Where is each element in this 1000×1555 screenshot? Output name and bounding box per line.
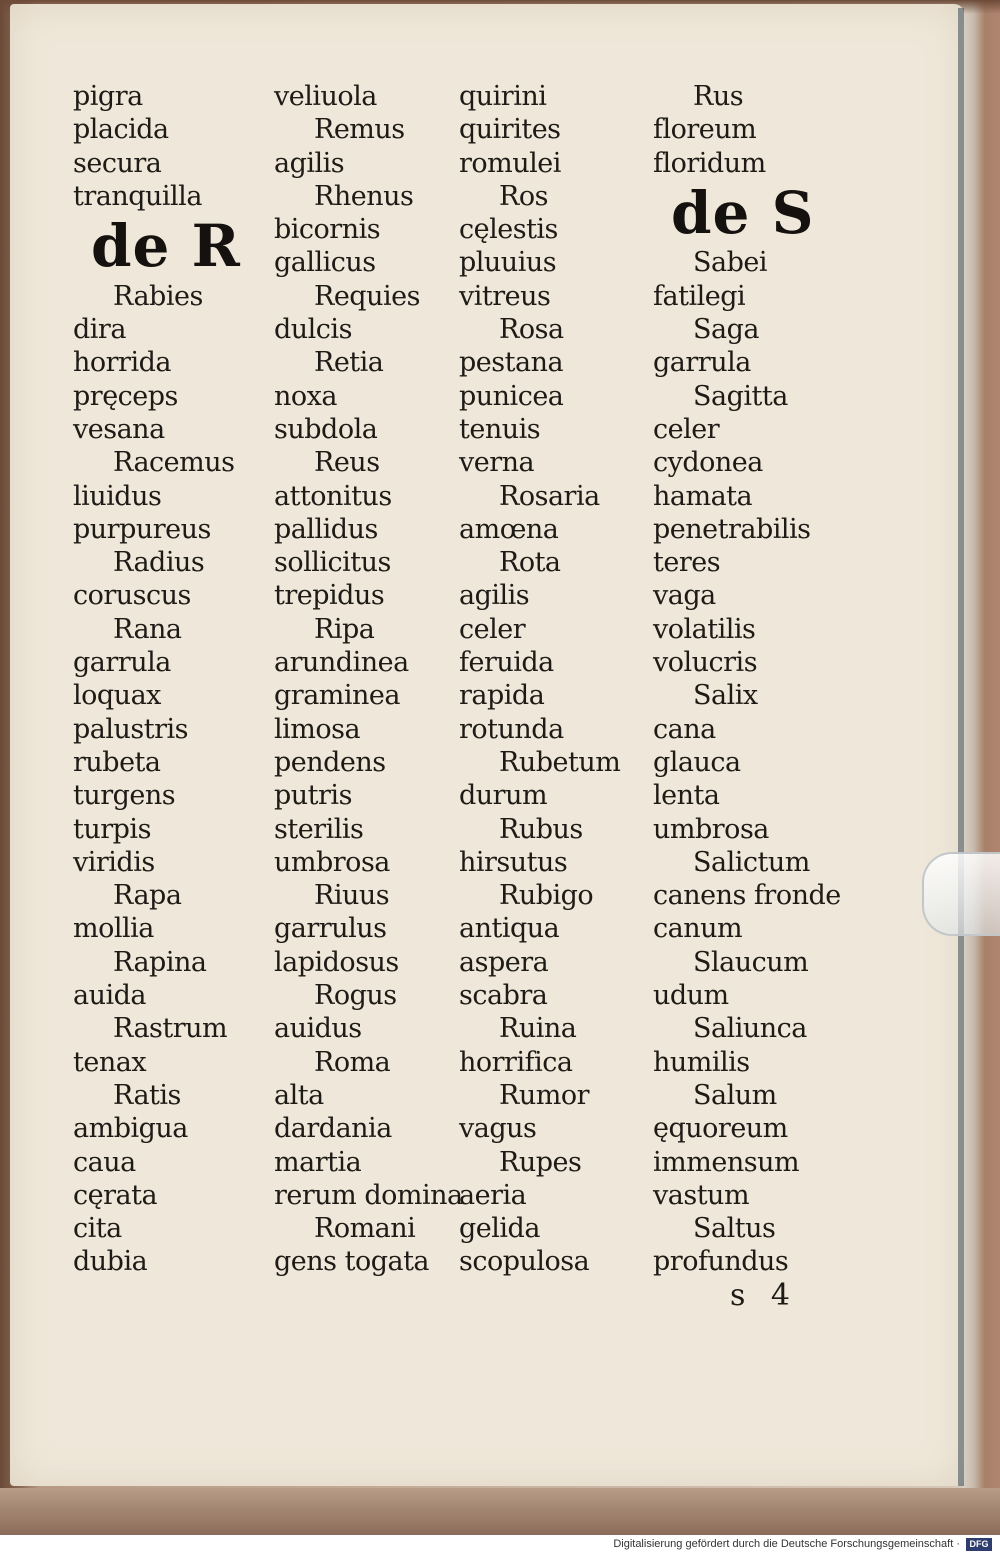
headword: Rus	[693, 81, 744, 112]
epithet-word: durum	[459, 780, 548, 812]
epithet-word: tenax	[73, 1046, 147, 1078]
headword: Sagitta	[693, 380, 788, 412]
epithet-word: alta	[274, 1079, 324, 1111]
epithet-word: gens togata	[274, 1246, 430, 1278]
headword: Saltus	[693, 1213, 776, 1245]
headword: Rubetum	[499, 746, 621, 778]
funding-credit: Digitalisierung gefördert durch die Deutsche Forschungsgemeinschaft ·	[613, 1538, 960, 1550]
epithet-word: subdola	[274, 413, 378, 445]
epithet-word: pigra	[73, 81, 143, 112]
headword: Salictum	[693, 846, 810, 878]
epithet-word: vastum	[653, 1179, 750, 1211]
headword: Roma	[314, 1046, 391, 1078]
epithet-word: canens fronde	[653, 880, 841, 912]
epithet-word: umbrosa	[653, 813, 769, 845]
epithet-word: sollicitus	[274, 547, 391, 579]
headword: Romani	[314, 1213, 416, 1245]
headword: Remus	[314, 114, 405, 146]
headword: Ratis	[113, 1079, 181, 1111]
headword: Rogus	[314, 980, 397, 1012]
epithet-word: floreum	[653, 114, 757, 146]
epithet-word: martia	[274, 1146, 362, 1178]
headword: Retia	[314, 347, 384, 379]
epithet-word: vagus	[459, 1113, 537, 1145]
epithet-word: udum	[653, 980, 729, 1012]
epithet-word: purpureus	[73, 513, 211, 545]
headword: Salix	[693, 680, 758, 712]
book-binding	[962, 0, 1000, 1535]
epithet-word: arundinea	[274, 647, 409, 679]
epithet-word: celer	[459, 613, 526, 645]
epithet-word: attonitus	[274, 480, 392, 512]
epithet-word: cęlestis	[459, 214, 558, 246]
epithet-word: horrida	[73, 347, 171, 379]
signature-mark: s 4	[730, 1278, 799, 1313]
word-column-2	[274, 80, 463, 1279]
epithet-word: tranquilla	[73, 180, 202, 212]
epithet-word: ęquoreum	[653, 1113, 788, 1145]
epithet-word: gelida	[459, 1213, 540, 1245]
epithet-word: ambigua	[73, 1113, 188, 1145]
epithet-word: immensum	[653, 1146, 800, 1178]
epithet-word: turpis	[73, 813, 151, 845]
epithet-word: agilis	[459, 580, 530, 612]
epithet-word: antiqua	[459, 913, 560, 945]
epithet-word: garrula	[73, 647, 171, 679]
epithet-word: palustris	[73, 713, 189, 745]
epithet-word: canum	[653, 913, 743, 945]
epithet-word: agilis	[274, 147, 345, 179]
epithet-word: rubeta	[73, 746, 161, 778]
epithet-word: rapida	[459, 680, 545, 712]
epithet-word: limosa	[274, 713, 361, 745]
headword: Rapina	[113, 946, 207, 978]
epithet-word: liuidus	[73, 480, 162, 512]
headword: Radius	[113, 547, 205, 579]
epithet-word: lapidosus	[274, 946, 399, 978]
epithet-word: lenta	[653, 780, 720, 812]
epithet-word: graminea	[274, 680, 400, 712]
epithet-word: tenuis	[459, 413, 541, 445]
word-column-3	[459, 80, 620, 1279]
headword: Rhenus	[314, 180, 414, 212]
epithet-word: coruscus	[73, 580, 191, 612]
headword: Reus	[314, 447, 380, 479]
epithet-word: aspera	[459, 946, 549, 978]
headword: Riuus	[314, 880, 390, 912]
epithet-word: floridum	[653, 147, 766, 179]
epithet-word: dira	[73, 314, 126, 346]
epithet-word: pestana	[459, 347, 564, 379]
scan-shadow-bottom	[0, 1488, 1000, 1535]
page-edge	[958, 8, 964, 1486]
epithet-word: punicea	[459, 380, 564, 412]
epithet-word: dardania	[274, 1113, 392, 1145]
page-clip-icon	[922, 852, 1000, 936]
epithet-word: fatilegi	[653, 280, 746, 312]
epithet-word: loquax	[73, 680, 161, 712]
epithet-word: viridis	[73, 846, 155, 878]
headword: Rubus	[499, 813, 583, 845]
epithet-word: pluuius	[459, 247, 557, 279]
dfg-logo-icon: DFG	[966, 1538, 992, 1551]
epithet-word: scopulosa	[459, 1246, 590, 1278]
epithet-word: horrifica	[459, 1046, 573, 1078]
word-column-4	[653, 80, 841, 1279]
epithet-word: rotunda	[459, 713, 564, 745]
epithet-word: vitreus	[459, 280, 551, 312]
epithet-word: cydonea	[653, 447, 763, 479]
headword: Ros	[499, 180, 548, 212]
footer-bar	[0, 1535, 1000, 1555]
headword: Requies	[314, 280, 420, 312]
epithet-word: sterilis	[274, 813, 364, 845]
headword: Rastrum	[113, 1013, 228, 1045]
epithet-word: auidus	[274, 1013, 362, 1045]
headword: Rumor	[499, 1079, 589, 1111]
epithet-word: trepidus	[274, 580, 385, 612]
section-heading: de R	[91, 212, 241, 281]
headword: Ripa	[314, 613, 375, 645]
epithet-word: amœna	[459, 513, 559, 545]
epithet-word: humilis	[653, 1046, 750, 1078]
section-heading: de S	[671, 178, 815, 247]
epithet-word: cita	[73, 1213, 122, 1245]
headword: Saga	[693, 314, 759, 346]
epithet-word: volucris	[653, 647, 758, 679]
epithet-word: cana	[653, 713, 716, 745]
headword: Rana	[113, 613, 182, 645]
headword: Rota	[499, 547, 561, 579]
epithet-word: pallidus	[274, 513, 378, 545]
epithet-word: veliuola	[274, 81, 377, 112]
epithet-word: noxa	[274, 380, 337, 412]
epithet-word: aeria	[459, 1179, 527, 1211]
epithet-word: dulcis	[274, 314, 352, 346]
headword: Saliunca	[693, 1013, 807, 1045]
epithet-word: mollia	[73, 913, 154, 945]
epithet-word: scabra	[459, 980, 548, 1012]
epithet-word: cęrata	[73, 1179, 158, 1211]
epithet-word: quirites	[459, 114, 561, 146]
headword: Racemus	[113, 447, 235, 479]
epithet-word: glauca	[653, 746, 741, 778]
epithet-word: pręceps	[73, 380, 178, 412]
epithet-word: feruida	[459, 647, 554, 679]
epithet-word: garrula	[653, 347, 751, 379]
epithet-word: celer	[653, 413, 720, 445]
epithet-word: dubia	[73, 1246, 148, 1278]
headword: Slaucum	[693, 946, 809, 978]
epithet-word: turgens	[73, 780, 176, 812]
epithet-word: profundus	[653, 1246, 789, 1278]
epithet-word: rerum domina	[274, 1179, 463, 1211]
headword: Rubigo	[499, 880, 594, 912]
epithet-word: gallicus	[274, 247, 376, 279]
epithet-word: hamata	[653, 480, 753, 512]
headword: Rosa	[499, 314, 564, 346]
headword: Sabei	[693, 247, 767, 279]
epithet-word: secura	[73, 147, 162, 179]
epithet-word: caua	[73, 1146, 136, 1178]
epithet-word: romulei	[459, 147, 561, 179]
epithet-word: placida	[73, 114, 169, 146]
word-column-1	[73, 80, 241, 1279]
headword: Ruina	[499, 1013, 577, 1045]
epithet-word: vesana	[73, 413, 165, 445]
epithet-word: penetrabilis	[653, 513, 811, 545]
epithet-word: volatilis	[653, 613, 756, 645]
headword: Rosaria	[499, 480, 600, 512]
epithet-word: teres	[653, 547, 721, 579]
headword: Rupes	[499, 1146, 582, 1178]
epithet-word: vaga	[653, 580, 716, 612]
headword: Salum	[693, 1079, 777, 1111]
epithet-word: bicornis	[274, 214, 381, 246]
epithet-word: umbrosa	[274, 846, 390, 878]
headword: Rabies	[113, 280, 203, 312]
headword: Rapa	[113, 880, 182, 912]
epithet-word: quirini	[459, 81, 547, 112]
epithet-word: garrulus	[274, 913, 387, 945]
epithet-word: putris	[274, 780, 352, 812]
epithet-word: hirsutus	[459, 846, 568, 878]
epithet-word: pendens	[274, 746, 386, 778]
epithet-word: verna	[459, 447, 535, 479]
epithet-word: auida	[73, 980, 147, 1012]
